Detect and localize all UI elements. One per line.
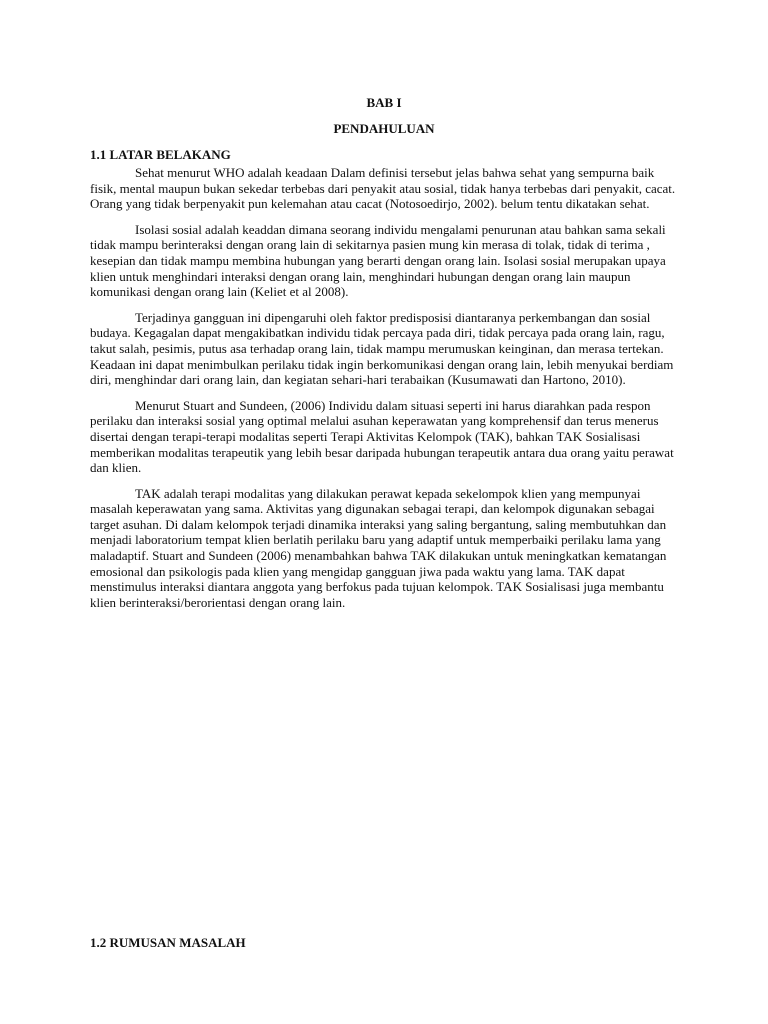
section-heading-rumusan-masalah: 1.2 RUMUSAN MASALAH [90,935,246,950]
paragraph-3: Terjadinya gangguan ini dipengaruhi oleh faktor predisposisi diantaranya perkembangan dan sosial budaya. Kegagalan dapat mengakibatkan individu tidak percaya pada diri, tidak percaya pada orang lain, ragu, takut salah, pesimis, putus asa terhadap orang lain, tidak mampu merumuskan keinginan, dan merasa tertekan. Keadaan ini dapat menimbulkan perilaku tidak ingin berkomunikasi dengan orang lain, lebih menyukai berdiam diri, menghindar dari orang lain, dan kegiatan sehari-hari terabaikan (Kusumawati dan Hartono, 2010). [90,309,674,388]
paragraph-4: Menurut Stuart and Sundeen, (2006) Individu dalam situasi seperti ini harus diarahkan pada respon perilaku dan interaksi sosial yang optimal melalui asuhan keperawatan yang komprehensif dan terus menerus disertai dengan terapi-terapi modalitas seperti Terapi Aktivitas Kelompok (TAK), bahkan TAK Sosialisasi memberikan modalitas terapeutik yang lebih besar daripada hubungan terapeutik antara dua orang yaitu perawat dan klien. [90,397,674,476]
paragraph-2: Isolasi sosial adalah keaddan dimana seorang individu mengalami penurunan atau bahkan sama sekali tidak mampu berinteraksi dengan orang lain di sekitarnya pasien mung kin merasa di tolak, tidak di terima , kesepian dan tidak mampu membina hubungan yang berarti dengan orang lain. Isolasi sosial merupakan upaya klien untuk menghindari interaksi dengan orang lain, menghindari hubungan dengan orang lain maupun komunikasi dengan orang lain (Keliet et al 2008). [90,221,666,300]
section-body-latar-belakang [90,165,679,620]
section-heading-latar-belakang: 1.1 LATAR BELAKANG [90,147,231,162]
chapter-number: BAB I [366,95,402,110]
paragraph-1: Sehat menurut WHO adalah keadaan Dalam definisi tersebut jelas bahwa sehat yang sempurna baik fisik, mental maupun bukan sekedar terbebas dari penyakit atau sosial, tidak hanya terbebas dari penyakit, cacat. Orang yang tidak berpenyakit pun kelemahan atau cacat (Notosoedirjo, 2002). belum tentu dikatakan sehat. [90,165,676,212]
paragraph-5: TAK adalah terapi modalitas yang dilakukan perawat kepada sekelompok klien yang mempunyai masalah keperawatan yang sama. Aktivitas yang digunakan sebagai terapi, dan kelompok digunakan sebagai target asuhan. Di dalam kelompok terjadi dinamika interaksi yang saling bergantung, saling membutuhkan dan menjadi laboratorium tempat klien berlatih perilaku baru yang adaptif untuk memperbaiki perilaku lama yang maladaptif. Stuart and Sundeen (2006) menambahkan bahwa TAK dilakukan untuk meningkatkan kematangan emosional dan psikologis pada klien yang mengidap gangguan jiwa pada waktu yang lama. TAK dapat menstimulus interaksi diantara anggota yang berfokus pada tujuan kelompok. TAK Sosialisasi juga membantu klien berinteraksi/berorientasi dengan orang lain. [90,485,667,610]
chapter-title: PENDAHULUAN [333,121,435,136]
